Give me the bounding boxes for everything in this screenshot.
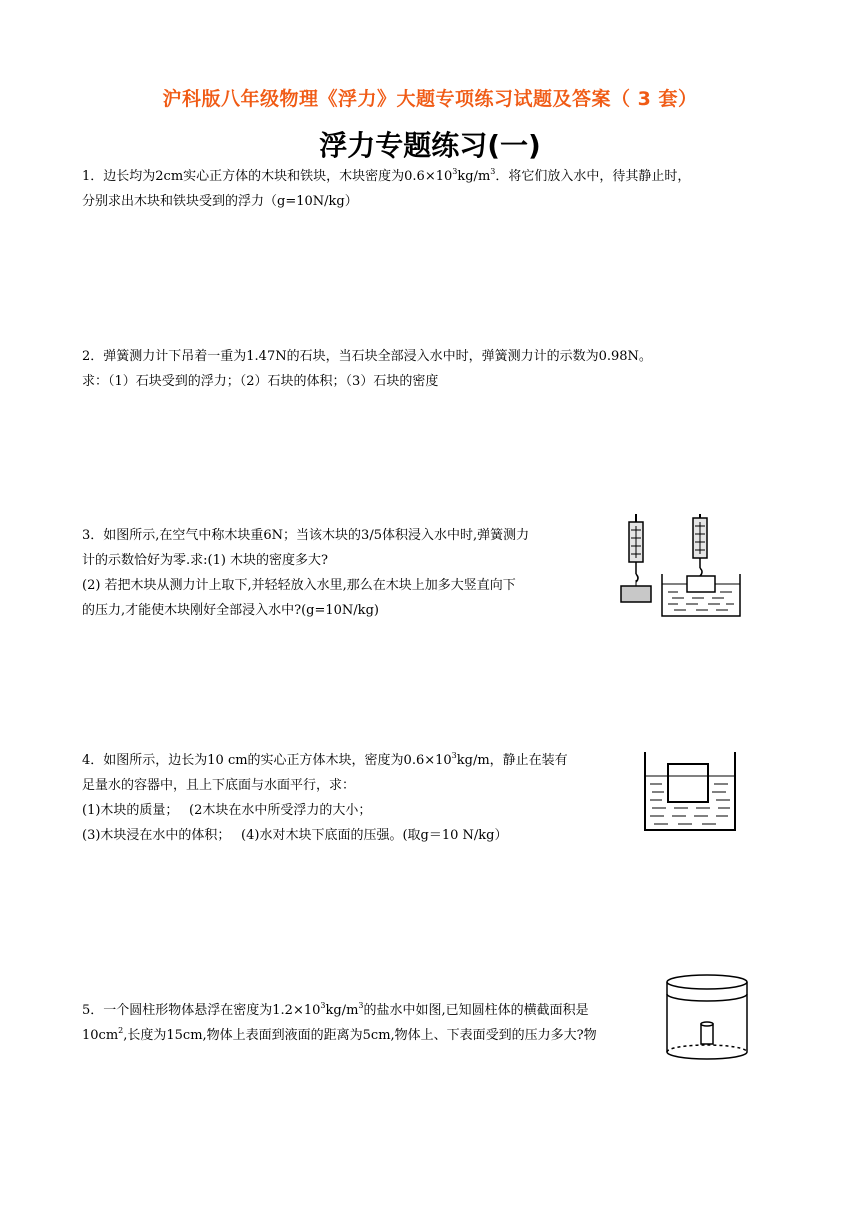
question-line: 5．一个圆柱形物体悬浮在密度为$1.2\times 10^3kg/m^3$的盐水中如图,已知圆柱体的横截面积是 — [82, 1001, 589, 1018]
suspended-cylinder-figure — [662, 972, 754, 1064]
question-line: 计的示数恰好为零.求:(1) 木块的密度多大? — [82, 553, 329, 568]
wooden-cube — [668, 764, 708, 802]
question-line: $10cm^2$,长度为15cm,物体上表面到液面的距离为5cm,物体上、下表面受到的压力多大?物 — [82, 1026, 597, 1043]
question-3 — [82, 523, 529, 623]
question-line: 3．如图所示,在空气中称木块重6N；当该木块的3/5体积浸入水中时,弹簧测力 — [82, 528, 530, 543]
question-line: (2) 若把木块从测力计上取下,并轻轻放入水里,那么在木块上加多大竖直向下 — [82, 578, 516, 593]
question-2 — [82, 344, 652, 394]
question-line: 求：（1）石块受到的浮力；（2）石块的体积；（3）石块的密度 — [82, 374, 439, 389]
wooden-block-floating — [687, 576, 715, 592]
document-title: 沪科版八年级物理《浮力》大题专项练习试题及答案（ 3 套） — [162, 88, 698, 110]
spring-scale-left — [629, 514, 643, 586]
question-line: 4．如图所示，边长为10 cm的实心正方体木块，密度为$0.6\times 10^3kg/m$，静止在装有 — [82, 751, 568, 768]
question-4 — [82, 748, 568, 848]
question-line: 1．边长均为2cm实心正方体的木块和铁块，木块密度为$0.6\times 10^3kg/m^3$．将它们放入水中，待其静止时， — [82, 167, 691, 184]
spring-scale-right — [693, 514, 707, 576]
wooden-block-in-air — [621, 586, 651, 602]
question-line: 2．弹簧测力计下吊着一重为1.47N的石块，当石块全部浸入水中时，弹簧测力计的示数为0.98N。 — [82, 349, 652, 364]
question-line: (3)木块浸在水中的体积； (4)水对木块下底面的压强。(取g＝10 N/kg） — [82, 828, 508, 843]
question-1 — [82, 164, 690, 214]
section-title: 浮力专题练习(一) — [319, 129, 541, 162]
question-line: 分别求出木块和铁块受到的浮力（g=10N/kg） — [82, 194, 358, 209]
floating-cube-figure — [640, 750, 740, 834]
question-5 — [82, 998, 597, 1048]
question-line: 足量水的容器中，且上下底面与水面平行，求： — [82, 778, 356, 793]
question-line: 的压力,才能使木块刚好全部浸入水中?(g=10N/kg) — [82, 603, 379, 618]
spring-scale-figure — [612, 512, 747, 622]
question-line: (1)木块的质量； (2木块在水中所受浮力的大小； — [82, 803, 372, 818]
cylinder — [701, 1022, 713, 1044]
water-lines — [668, 592, 734, 610]
beaker — [667, 975, 747, 1059]
